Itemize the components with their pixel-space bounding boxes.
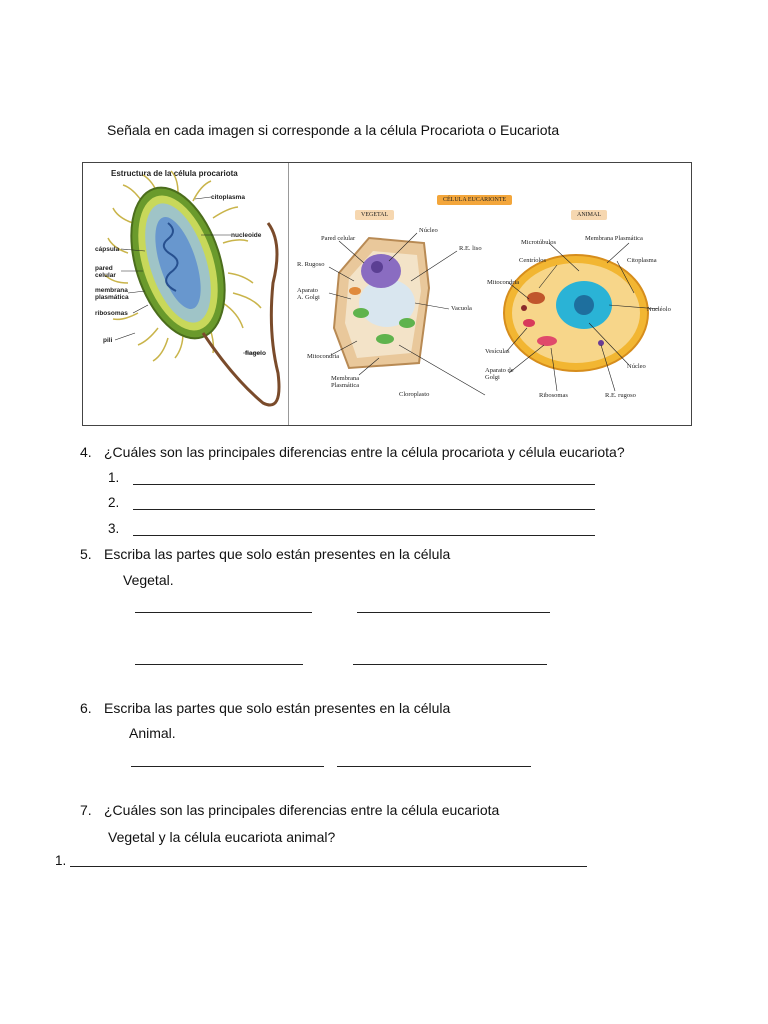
prokaryote-panel [83,163,288,425]
question-7-number: 7. [80,802,92,818]
question-4-text: ¿Cuáles son las principales diferencias entre la célula procariota y célula eucariota? [104,444,625,460]
q4-answer-line-2[interactable] [133,509,595,510]
label-nucleoide: nucleoide [231,232,262,239]
question-5 [80,545,450,563]
animal-tag: ANIMAL [571,210,607,220]
question-7-text: ¿Cuáles son las principales diferencias entre la célula eucariota [104,802,500,818]
plant-tag: VEGETAL [355,210,394,220]
eukaryote-panel [289,163,691,425]
animal-label-nucleo: Núcleo [627,363,646,370]
animal-label-ribosomas: Ribosomas [539,392,568,399]
plant-label-cloroplasto: Cloroplasto [399,391,430,398]
q7-answer-line-1[interactable] [70,866,587,867]
q4-item-2-number: 2. [108,495,120,510]
label-citoplasma: citoplasma [211,194,245,201]
label-pili: pili [103,337,113,344]
plant-label-nucleo: Núcleo [419,227,438,234]
animal-label-citoplasma: Citoplasma [627,257,657,264]
plant-label-rerugoso: R. Rugoso [297,261,325,268]
plant-label-pared: Pared celular [321,235,356,242]
label-flagelo: flagelo [245,350,266,357]
question-4 [80,443,625,461]
animal-label-membrana: Membrana Plasmática [585,235,643,242]
q4-answer-line-1[interactable] [133,484,595,485]
plant-label-membrana: Membrana Plasmática [331,375,360,389]
label-pared: pared celular [95,265,116,279]
eukaryote-title-tag: CÉLULA EUCARIONTE [437,195,512,205]
animal-label-rerugoso: R.E. rugoso [605,392,636,399]
question-6 [80,699,450,717]
question-6-sub: Animal. [129,725,176,741]
question-5-sub: Vegetal. [123,572,174,588]
q5-answer-line-4[interactable] [353,664,547,665]
question-6-text: Escriba las partes que solo están presentes en la célula [104,700,451,716]
q5-answer-line-1[interactable] [135,612,312,613]
question-7-sub: Vegetal y la célula eucariota animal? [108,829,336,845]
label-ribosomas: ribosomas [95,310,128,317]
animal-label-vesiculas: Vesículas [485,348,510,355]
plant-label-mitocondria: Mitocondria [307,353,340,360]
cell-figure [82,162,692,426]
q4-item-1-number: 1. [108,470,120,485]
plant-label-reliso: R.E. liso [459,245,482,252]
label-membrana: membrana plasmática [95,287,129,301]
plant-label-vacuola: Vacuola [451,305,472,312]
q6-answer-line-2[interactable] [337,766,531,767]
instruction-heading: Señala en cada imagen si corresponde a la célula Procariota o Eucariota [107,122,560,138]
plant-label-golgi: Aparato A. Golgi [297,287,320,301]
q5-answer-line-3[interactable] [135,664,303,665]
animal-label-centriolos: Centríolos [519,257,547,264]
q4-item-3-number: 3. [108,521,120,536]
q4-answer-line-3[interactable] [133,535,595,536]
animal-label-mitocondria: Mitocondria [487,279,520,286]
question-7 [80,801,499,819]
question-4-number: 4. [80,444,92,460]
q6-answer-line-1[interactable] [131,766,324,767]
animal-label-microtubulos: Microtúbulos [521,239,557,246]
question-5-text: Escriba las partes que solo están presentes en la célula [104,546,451,562]
animal-label-nucleolo: Nucléolo [647,306,671,313]
animal-label-golgi: Aparato de Golgi [485,367,514,381]
question-5-number: 5. [80,546,92,562]
label-capsula: cápsula [95,246,120,253]
q7-item-1-number: 1. [55,853,67,868]
prokaryote-title: Estructura de la célula procariota [111,169,238,178]
question-6-number: 6. [80,700,92,716]
q5-answer-line-2[interactable] [357,612,550,613]
